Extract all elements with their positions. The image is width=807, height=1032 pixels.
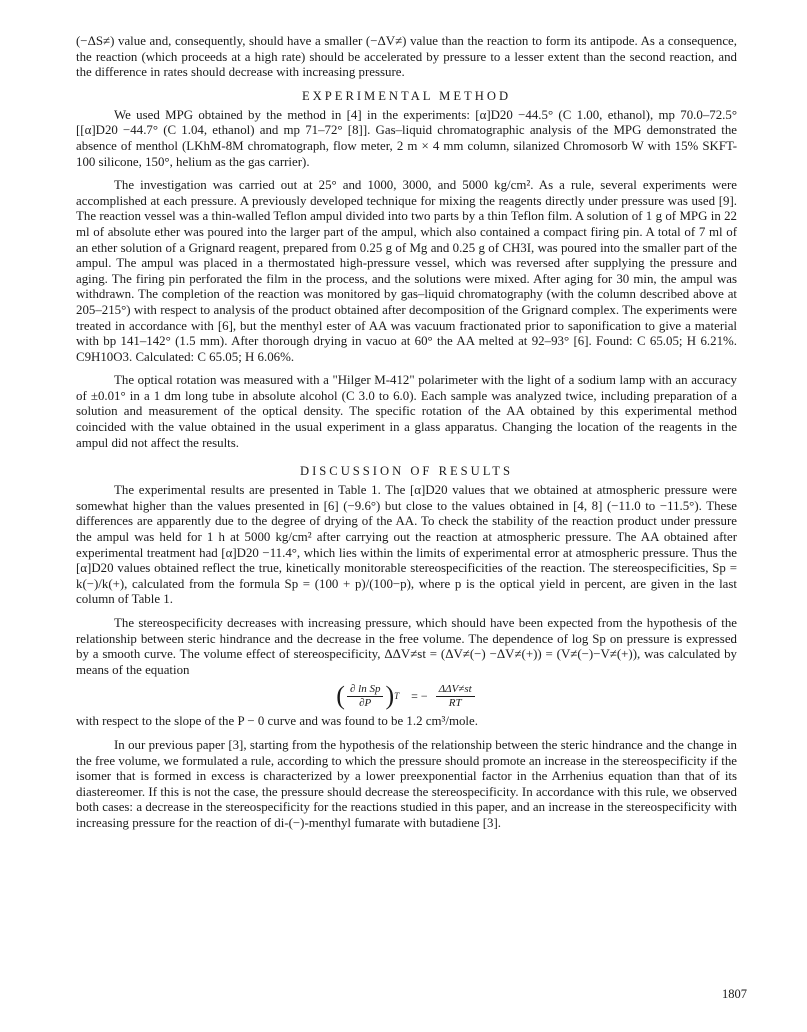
equation-lhs-numerator: ∂ ln Sp bbox=[347, 683, 384, 697]
equation bbox=[76, 678, 737, 714]
paragraph-intro: (−ΔS≠) value and, consequently, should have a smaller (−ΔV≠) value than the reaction to form its antipode. As a consequence, the reaction (which proceeds at a high rate) should be accelerated by pressure to a lesser extent than the second reaction, and the difference in rates should decrease with increasing pressure. bbox=[76, 34, 737, 80]
equation-rhs-denominator: RT bbox=[448, 696, 462, 709]
page-number: 1807 bbox=[722, 987, 747, 1001]
paragraph-discussion-2: The stereospecificity decreases with increasing pressure, which should have been expected from the hypothesis of the relationship between steric hindrance and the decrease in the free volume. The dependence of log Sp on pressure is expressed by a smooth curve. The volume effect of stereospecificity, ΔΔV≠st = (ΔV≠(−) −ΔV≠(+)) = (V≠(−)−V≠(+)), was calculated by means of the equation bbox=[76, 616, 737, 677]
paragraph-method-3: The optical rotation was measured with a "Hilger M-412" polarimeter with the light of a sodium lamp with an accuracy of ±0.01° in a 1 dm long tube in absolute alcohol (C 3.0 to 6.0). Each sample was analyzed twice, including preparation of a solution and measurement of the optical density. The specific rotation of the AA obtained by this experimental method coincided with the value obtained in the usual experiment in a glass apparatus. Changing the location of the reagents in the ampul did not affect the results. bbox=[76, 373, 737, 450]
paragraph-discussion-1: The experimental results are presented in Table 1. The [α]D20 values that we obtained at atmospheric pressure were somewhat higher than the values presented in [6] (−9.6°) but close to the values obtained in [4, 8] (−11.0 to −11.5°). These differences are apparently due to the degree of drying of the AA. To check the stability of the reaction product under pressure the ampul was held for 1 h at 5000 kg/cm² after carrying out the reaction at atmospheric pressure. The AA obtained after experimental treatment had [α]D20 −11.4°, which lies within the limits of experimental error at atmospheric pressure. Thus the [α]D20 values obtained reflect the true, kinetically monitorable stereospecificities of the reaction. The stereospecificities, Sp = k(−)/k(+), calculated from the formula Sp = (100 + p)/(100−p), where p is the optical yield in percent, are given in the last column of Table 1. bbox=[76, 483, 737, 607]
equation-rhs-numerator: ΔΔV≠st bbox=[436, 683, 475, 697]
equation-open-paren: ( bbox=[336, 681, 345, 711]
equation-lhs-fraction bbox=[347, 683, 384, 710]
section-heading-discussion: DISCUSSION OF RESULTS bbox=[300, 464, 513, 479]
equation-lhs-denominator: ∂P bbox=[359, 696, 372, 709]
equation-rhs-fraction bbox=[436, 683, 475, 710]
section-heading-method: EXPERIMENTAL METHOD bbox=[301, 88, 512, 103]
paragraph-discussion-4: In our previous paper [3], starting from the hypothesis of the relationship between the steric hindrance and the change in the free volume, we formulated a rule, according to which the pressure should promote an increase in the stereospecificity if the isomer that is formed in excess is characterized by a lower preexponential factor in the Arrhenius equation than that of its diastereomer. If this is not the case, the pressure should decrease the stereospecificity. In accordance with this rule, we observed both cases: a decrease in the stereospecificity for the reactions studied in this paper, and an increase in the stereospecificity with increasing pressure for the reaction of di-(−)-menthyl fumarate with butadiene [3]. bbox=[76, 737, 737, 830]
equation-close-paren: ) bbox=[385, 681, 395, 711]
paragraph-method-2: The investigation was carried out at 25° and 1000, 3000, and 5000 kg/cm². As a rule, several experiments were accomplished at each pressure. A previously developed technique for mixing the reagents directly under pressure was used [9]. The reaction vessel was a thin-walled Teflon ampul divided into two parts by a thin Teflon film. A solution of 1 g of MPG in 22 ml of absolute ether was poured into the larger part of the ampul, which also contained a compact firing pin. A total of 7 ml of an ether solution of a Grignard reagent, prepared from 0.25 g of Mg and 0.25 g of CH3I, was poured into the smaller part of the ampul. The ampul was placed in a thermostated high-pressure vessel, which was reversed after supplying the pressure and aging. The firing pin perforated the film in the process, and the solutions were mixed. After aging for 30 min, the ampul was withdrawn. The completion of the reaction was monitored by gas–liquid chromatography (with the column described above at 205–215°) with respect to analysis of the product obtained after decomposition of the Grignard complex. The experiments were treated in accordance with [6], but the menthyl ester of AA was vacuum fractionated prior to saponification to give a material with bp 141–142° (1.5 mm). After thorough drying in vacuo at 60° the AA melted at 92–93° [6]. Found: C 65.05; H 6.21%. C9H10O3. Calculated: C 65.05; H 6.06%. bbox=[76, 178, 737, 364]
paragraph-method-1: We used MPG obtained by the method in [4] in the experiments: [α]D20 −44.5° (C 1.00, ethanol), mp 70.0–72.5° [[α]D20 −44.7° (C 1.04, ethanol) and mp 71–72° [8]]. Gas–liquid chromatographic analysis of the MPG demonstrated the absence of menthol (LKhM-8M chromatograph, flow meter, 2 m × 4 mm column, silanized Chromosorb W with 15% SKFT-100 silicone, 150°, helium as the gas carrier). bbox=[76, 107, 737, 169]
equation-subscript: T bbox=[394, 691, 400, 702]
paragraph-discussion-3: with respect to the slope of the P − 0 curve and was found to be 1.2 cm³/mole. bbox=[76, 714, 478, 729]
equation-equals: = − bbox=[411, 688, 428, 703]
article-body bbox=[76, 34, 737, 832]
